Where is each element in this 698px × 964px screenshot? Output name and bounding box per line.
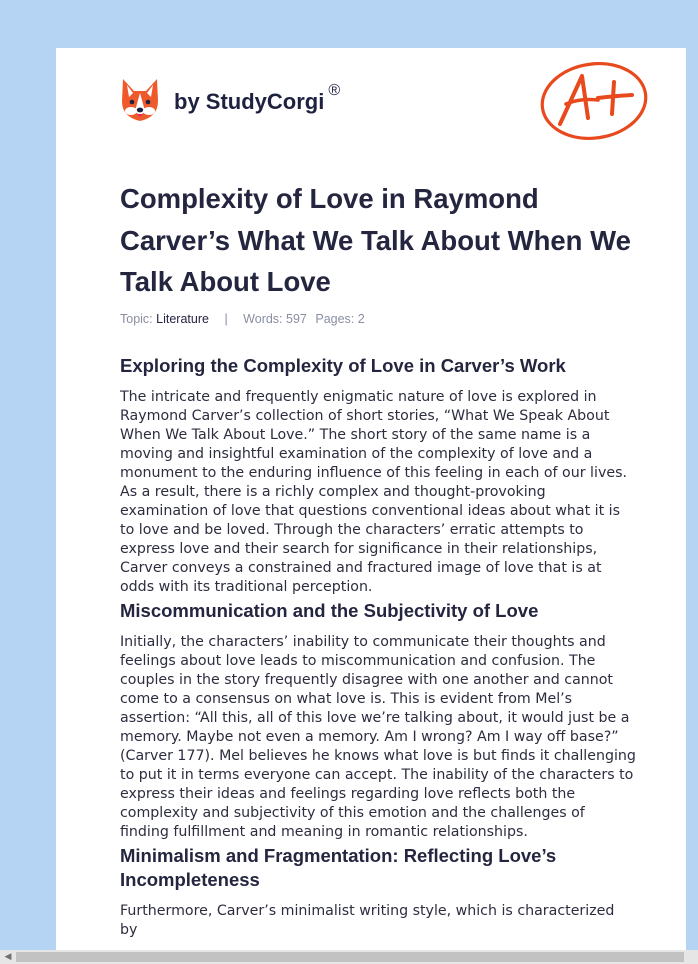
meta-separator: | bbox=[224, 312, 228, 326]
scroll-left-icon[interactable]: ◀ bbox=[4, 952, 12, 962]
article-body bbox=[120, 354, 636, 940]
grade-a-plus-badge bbox=[538, 58, 650, 144]
studycorgi-logo[interactable] bbox=[120, 76, 340, 124]
article-title: Complexity of Love in Raymond Carver’s What We Talk About When We Talk About Love bbox=[120, 183, 631, 297]
corgi-icon bbox=[120, 77, 160, 123]
section-heading: Exploring the Complexity of Love in Carver’s Work bbox=[120, 355, 566, 376]
scrollbar-thumb[interactable] bbox=[16, 952, 684, 962]
section-paragraph: Furthermore, Carver’s minimalist writing style, which is characterized by bbox=[120, 903, 615, 938]
page-count: Pages: 2 bbox=[315, 312, 365, 326]
section-heading: Miscommunication and the Subjectivity of Love bbox=[120, 600, 539, 621]
grade-text: A+ bbox=[538, 58, 540, 59]
section-paragraph: Initially, the characters’ inability to communicate their thoughts and feelings about love leads to miscommunication and confusion. The couples in the story frequently disagree with one another and cannot come to a consensus on what love is. This is evident from Mel’s assertion: “All this, all of this love we’re talking about, it would just be a memory. Maybe not even a memory. Am I wrong? Am I way off base?” (Carver 177). Mel believes he knows what love is but finds it challenging to put it in terms everyone can accept. The inability of the characters to express their ideas and feelings regarding love reflects both the complexity and subjectivity of this emotion and the challenges of finding fulfillment and meaning in romantic relationships. bbox=[120, 634, 636, 840]
horizontal-scrollbar[interactable] bbox=[0, 950, 698, 964]
brand-name: by StudyCorgi bbox=[174, 89, 325, 114]
topic-label: Topic: bbox=[120, 312, 153, 326]
registered-mark: ® bbox=[328, 82, 341, 99]
section-heading: Minimalism and Fragmentation: Reflecting Love’s Incompleteness bbox=[120, 845, 557, 890]
section-paragraph: The intricate and frequently enigmatic nature of love is explored in Raymond Carver’s collection of short stories, “What We Speak About When We Talk About Love.” The short story of the same name is a moving and insightful examination of the complexity of love and a monument to the enduring influence of this feeling in each of our lives. As a result, there is a richly complex and thought-provoking examination of love that questions conventional ideas about what it is to love and be loved. Through the characters’ erratic attempts to express love and their search for significance in their relationships, Carver conveys a constrained and fractured image of love that is at odds with its traditional perception. bbox=[120, 389, 627, 595]
article-meta bbox=[120, 312, 365, 326]
word-count: Words: 597 bbox=[243, 312, 307, 326]
document-page bbox=[56, 48, 686, 952]
topic-link[interactable]: Literature bbox=[156, 312, 209, 326]
